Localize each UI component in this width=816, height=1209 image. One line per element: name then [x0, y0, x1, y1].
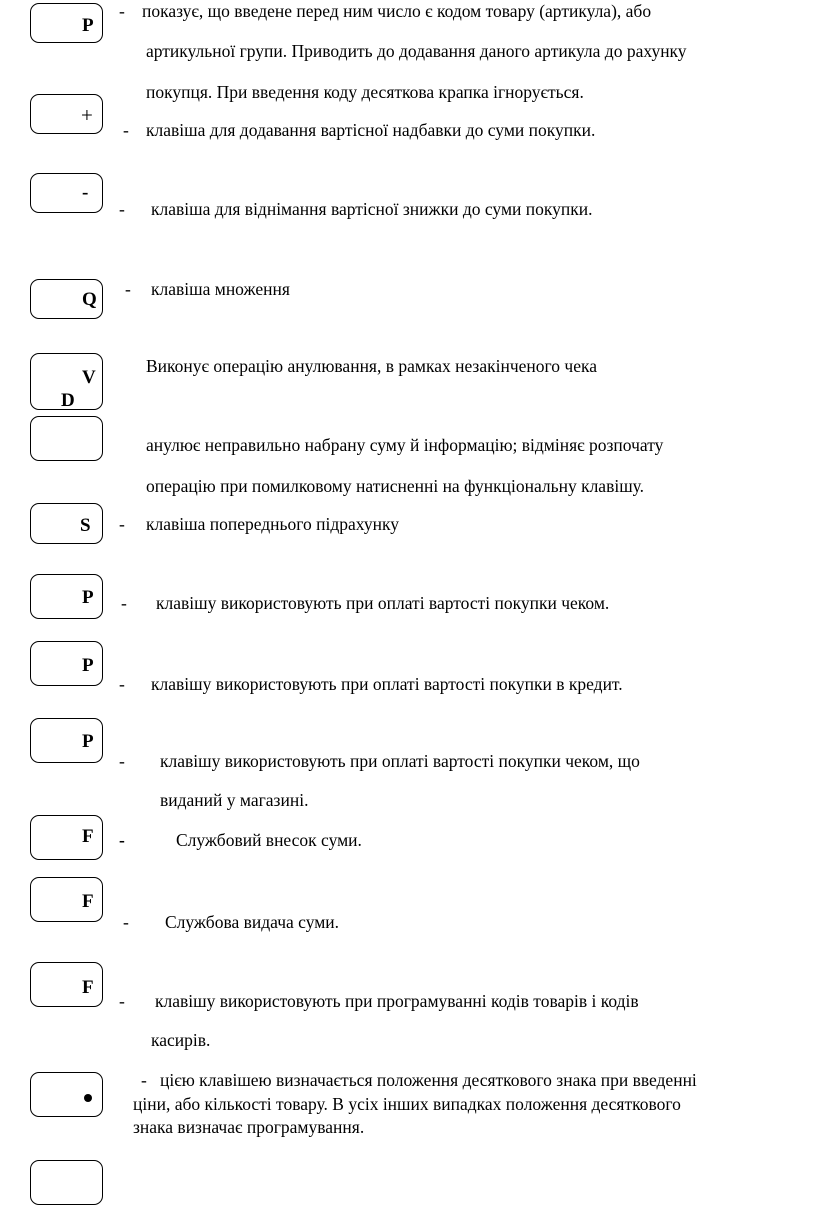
desc-cash-out: Службова видача суми.: [165, 912, 340, 932]
desc-cash-in: Службовий внесок суми.: [176, 830, 362, 850]
dash: -: [119, 830, 125, 850]
key-label: P: [82, 655, 94, 676]
key-p-credit: [30, 641, 103, 686]
key-label: P: [82, 587, 94, 608]
key-p-article: [30, 3, 103, 43]
key-label: P: [82, 731, 94, 752]
key-blank-bottom: [30, 1160, 103, 1205]
dash: -: [121, 593, 127, 613]
key-label: F: [82, 891, 94, 912]
desc-decimal-line-1: цією клавішею визначається положення десяткового знака при введенні: [160, 1070, 697, 1090]
key-decimal-point: [30, 1072, 103, 1117]
desc-discount: клавіша для віднімання вартісної знижки до суми покупки.: [151, 199, 593, 219]
dash: -: [125, 279, 131, 299]
desc-surcharge: клавіша для додавання вартісної надбавки до суми покупки.: [146, 120, 596, 140]
dash: -: [119, 1, 125, 21]
key-f-cash-in: [30, 815, 103, 860]
desc-decimal-line-3: знака визначає програмування.: [133, 1117, 365, 1137]
dash: -: [119, 751, 125, 771]
desc-multiply: клавіша множення: [151, 279, 290, 299]
desc-article-line-3: покупця. При введення коду десяткова крапка ігнорується.: [146, 82, 584, 102]
desc-article-line-1: показує, що введене перед ним число є кодом товару (артикула), або: [142, 1, 652, 21]
desc-pay-store-check-line-1: клавішу використовують при оплаті вартості покупки чеком, що: [160, 751, 640, 771]
desc-article-line-2: артикульної групи. Приводить до додавання даного артикула до рахунку: [146, 41, 687, 61]
desc-correction-line-2: операцію при помилковому натисненні на функціональну клавішу.: [146, 476, 645, 496]
key-q-multiply: [30, 279, 103, 319]
dash: -: [141, 1070, 147, 1090]
key-minus-discount: [30, 173, 103, 213]
desc-programming-line-2: касирів.: [151, 1030, 211, 1050]
desc-pay-store-check-line-2: виданий у магазині.: [160, 790, 309, 810]
dash: -: [119, 674, 125, 694]
key-plus-surcharge: [30, 94, 103, 134]
dash: -: [119, 991, 125, 1011]
key-label: -: [82, 182, 89, 203]
dash: -: [119, 199, 125, 219]
desc-pay-credit: клавішу використовують при оплаті вартості покупки в кредит.: [151, 674, 623, 694]
key-label: +: [81, 103, 93, 127]
desc-subtotal: клавіша попереднього підрахунку: [146, 514, 399, 534]
decimal-point-icon: [84, 1094, 92, 1102]
desc-decimal-line-2: ціни, або кількості товару. В усіх інших випадках положення десяткового: [133, 1094, 681, 1114]
dash: -: [123, 120, 129, 140]
desc-programming-line-1: клавішу використовують при програмуванні кодів товарів і кодів: [155, 991, 639, 1011]
desc-pay-check: клавішу використовують при оплаті вартості покупки чеком.: [156, 593, 610, 613]
key-label: F: [82, 826, 94, 847]
key-label: F: [82, 977, 94, 998]
key-f-cash-out: [30, 877, 103, 922]
key-label: Q: [82, 289, 97, 310]
key-p-store-check: [30, 718, 103, 763]
key-label: P: [82, 15, 94, 36]
dash: -: [123, 912, 129, 932]
key-label: S: [80, 515, 91, 536]
key-f-programming: [30, 962, 103, 1007]
key-label-d: D: [61, 390, 75, 411]
dash: -: [119, 514, 125, 534]
key-s-subtotal: [30, 503, 103, 544]
key-label-v: V: [82, 367, 96, 388]
desc-void: Виконує операцію анулювання, в рамках незакінченого чека: [146, 356, 597, 376]
key-p-check: [30, 574, 103, 619]
key-blank-correction: [30, 416, 103, 461]
desc-correction-line-1: анулює неправильно набрану суму й інформацію; відміняє розпочату: [146, 435, 664, 455]
